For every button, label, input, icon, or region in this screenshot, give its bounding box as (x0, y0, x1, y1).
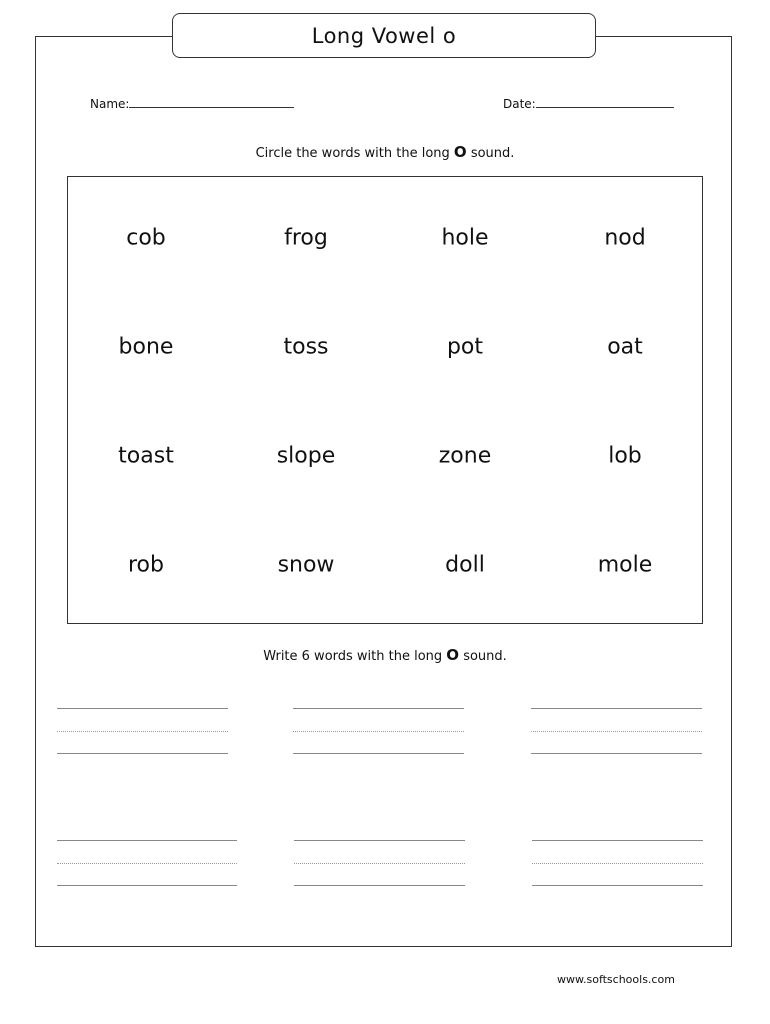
writing-line-top[interactable] (532, 840, 703, 841)
word-item[interactable]: rob (128, 552, 164, 578)
word-item[interactable]: toast (118, 443, 174, 469)
writing-line-top[interactable] (531, 708, 702, 709)
writing-line-mid (293, 731, 464, 732)
footer-url[interactable]: www.softschools.com (557, 973, 675, 986)
writing-line-mid (531, 731, 702, 732)
writing-line-mid (294, 863, 465, 864)
word-item[interactable]: doll (445, 552, 485, 578)
word-item[interactable]: mole (597, 552, 653, 578)
circle-instruction-text: Circle the words with the long (255, 146, 450, 161)
date-field (503, 95, 674, 111)
writing-line-base (293, 753, 464, 754)
writing-line-base (57, 753, 228, 754)
date-label: Date: (503, 97, 536, 111)
writing-line-base (57, 885, 237, 886)
word-item[interactable]: pot (446, 334, 484, 360)
writing-line-mid (57, 731, 228, 732)
word-item[interactable]: oat (607, 334, 643, 360)
word-item[interactable]: toss (283, 334, 329, 360)
name-field (90, 95, 294, 111)
date-blank-line (536, 95, 674, 108)
write-instruction-end: sound. (463, 649, 507, 664)
word-item[interactable]: zone (438, 443, 492, 469)
worksheet-title-box (172, 13, 596, 58)
writing-line-top[interactable] (294, 840, 465, 841)
word-item[interactable]: snow (277, 552, 335, 578)
worksheet-title: Long Vowel o (311, 23, 457, 48)
writing-line-top[interactable] (57, 840, 237, 841)
write-instruction (0, 646, 770, 664)
word-item[interactable]: frog (284, 225, 328, 251)
writing-line-top[interactable] (293, 708, 464, 709)
word-box (67, 176, 703, 624)
writing-line-base (532, 885, 703, 886)
word-item[interactable]: slope (276, 443, 336, 469)
writing-line-mid (532, 863, 703, 864)
word-item[interactable]: lob (608, 443, 642, 469)
circle-instruction (0, 143, 770, 161)
word-item[interactable]: cob (126, 225, 166, 251)
write-instruction-letter: O (446, 646, 460, 664)
word-item[interactable]: bone (118, 334, 174, 360)
writing-line-mid (57, 863, 237, 864)
write-instruction-text: Write 6 words with the long (263, 649, 443, 664)
word-item[interactable]: nod (604, 225, 646, 251)
writing-line-base (294, 885, 465, 886)
circle-instruction-letter: O (453, 143, 467, 161)
writing-line-base (531, 753, 702, 754)
circle-instruction-end: sound. (470, 146, 515, 161)
word-item[interactable]: hole (441, 225, 489, 251)
name-blank-line (129, 95, 294, 108)
name-label: Name: (90, 97, 130, 111)
writing-line-top[interactable] (57, 708, 228, 709)
